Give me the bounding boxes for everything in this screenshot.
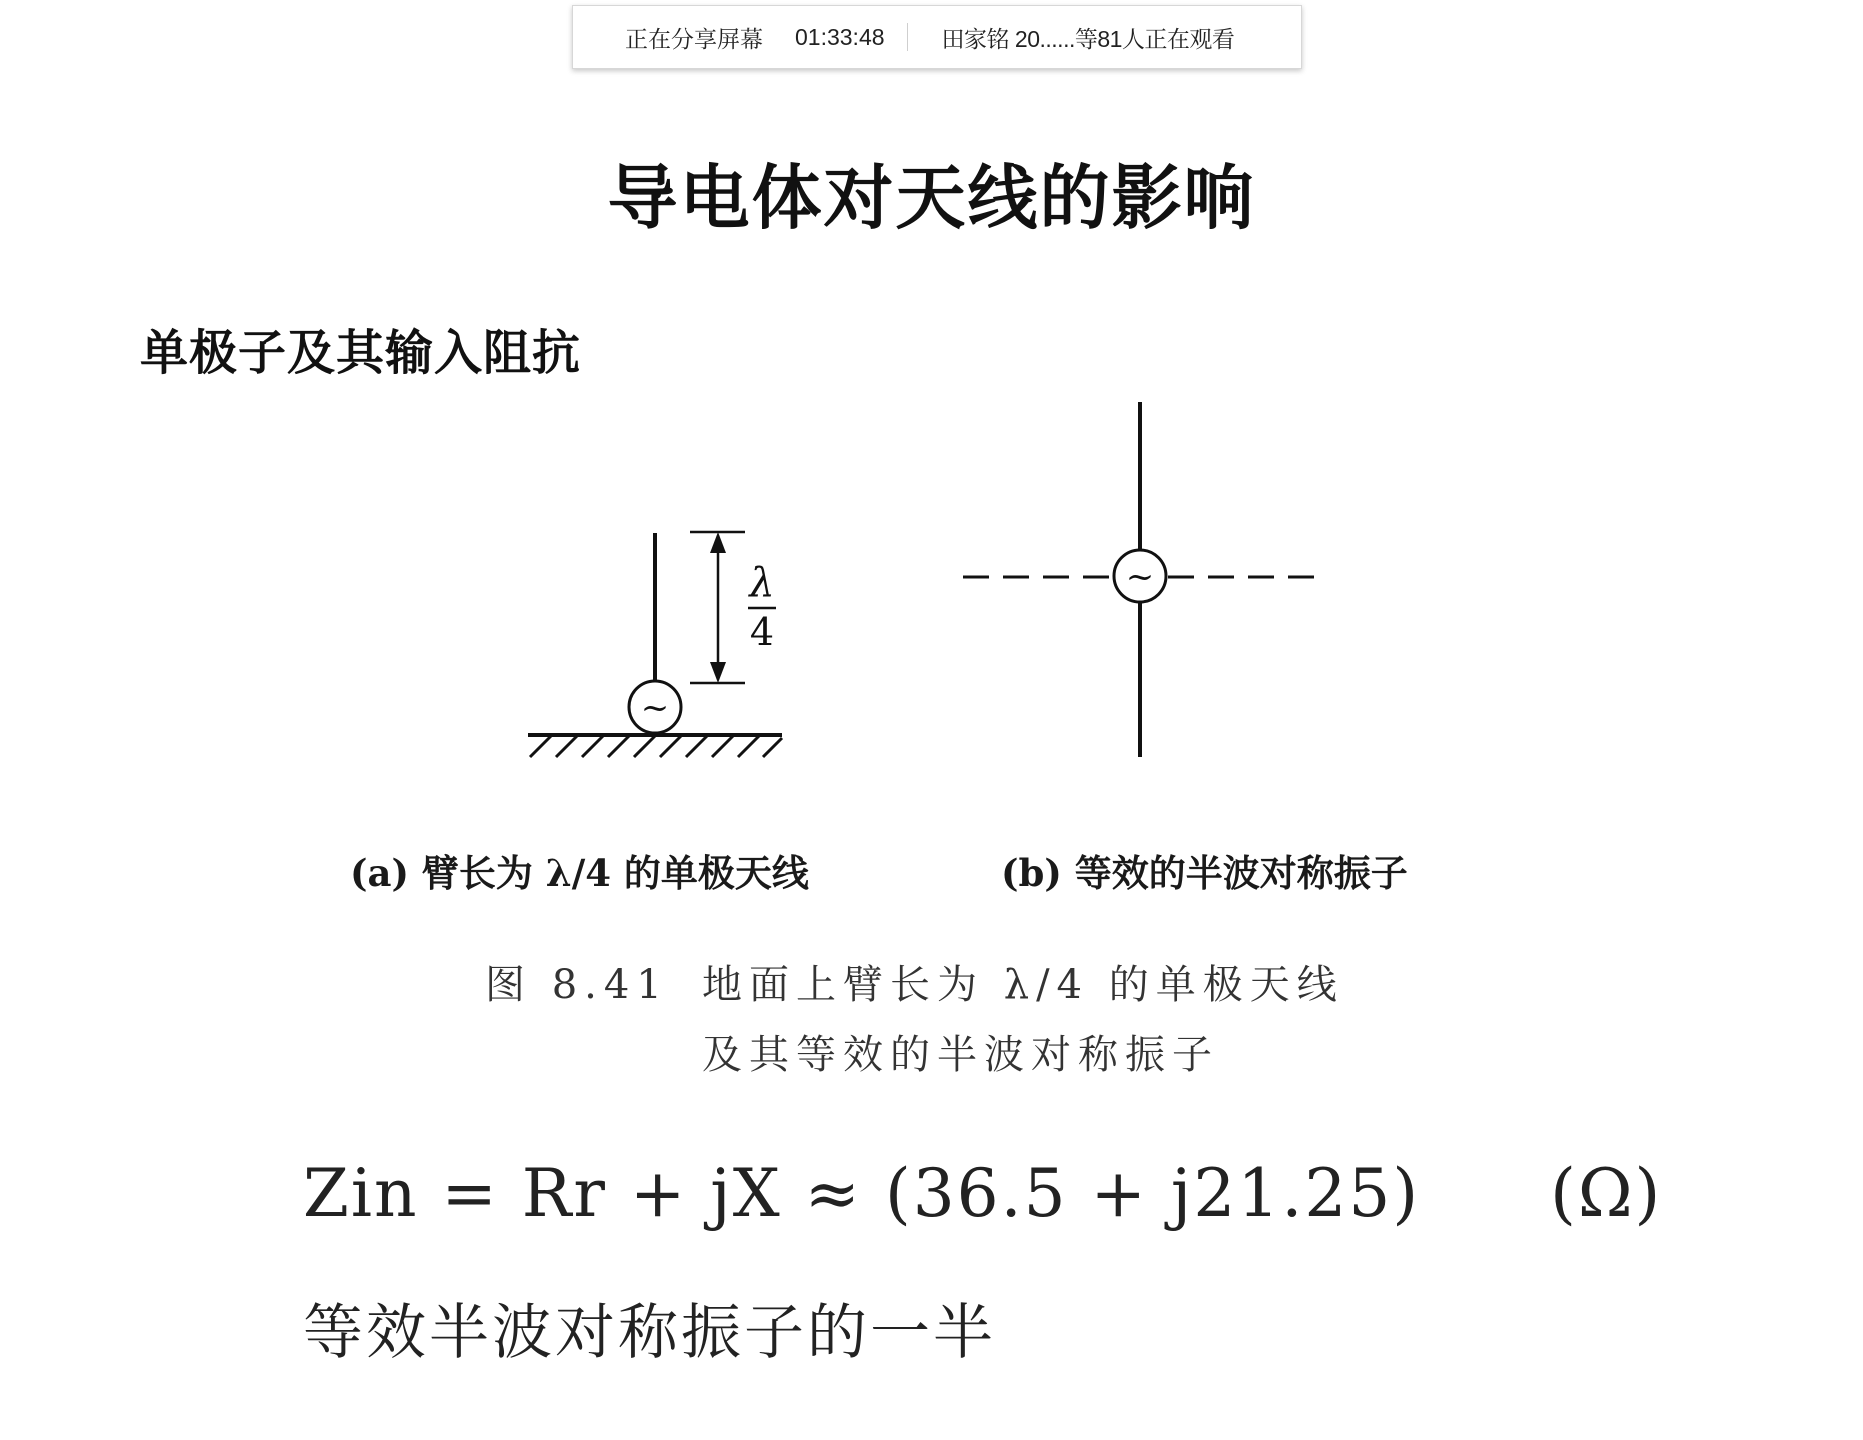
length-label-numerator: λ (749, 560, 775, 606)
equivalence-note: 等效半波对称振子的一半 (303, 1298, 996, 1368)
dimension-arrow-head-up (710, 532, 726, 553)
ground-hatching (530, 735, 782, 757)
share-status-text: 正在分享屏幕 (625, 25, 763, 52)
dipole-diagram (963, 402, 1318, 757)
length-label-denominator: 4 (749, 610, 775, 654)
formula-unit: (Ω) (1550, 1155, 1663, 1232)
figure-caption-line-1: 地面上臂长为 λ/4 的单极天线 (702, 962, 1344, 1008)
caption-a: (a) 臂长为 λ/4 的单极天线 (350, 851, 809, 895)
figure-number: 图 8.41 (485, 962, 669, 1008)
share-timer: 01:33:48 (795, 23, 885, 50)
viewer-list-link[interactable]: 田家铭 20......等81人正在观看 (941, 25, 1235, 52)
monopole-source-symbol: ~ (640, 688, 670, 728)
caption-b: (b) 等效的半波对称振子 (1001, 851, 1408, 895)
formula-expression: Zin = Rr + jX ≈ (36.5 + j21.25) (303, 1155, 1421, 1232)
monopole-diagram (528, 532, 782, 757)
dipole-source-symbol: ~ (1125, 557, 1155, 597)
input-impedance-formula (303, 1155, 1662, 1232)
slide-title: 导电体对天线的影响 (607, 157, 1256, 239)
dimension-arrow-head-down (710, 662, 726, 683)
slide-subtitle: 单极子及其输入阻抗 (140, 325, 582, 381)
figure-caption-line-2: 及其等效的半波对称振子 (702, 1032, 1219, 1078)
